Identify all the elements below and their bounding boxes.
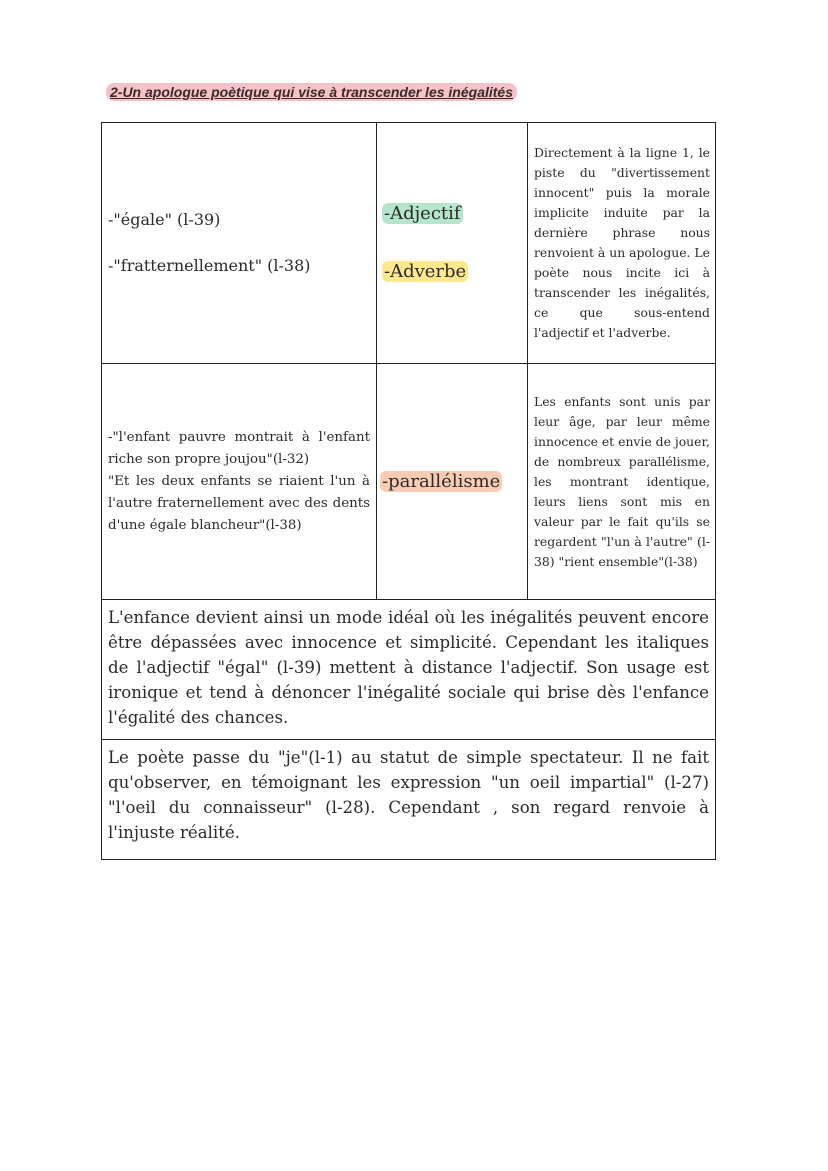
- table-row: [102, 740, 715, 859]
- device-label: -Adjectif: [384, 203, 461, 224]
- quote-text: -"l'enfant pauvre montrait à l'enfant riche son propre joujou"(l-32): [108, 429, 370, 467]
- quote-text: -"fratternellement" (l-38): [108, 256, 311, 275]
- device-label: -parallélisme: [382, 470, 501, 492]
- quote-cell: [102, 364, 377, 599]
- table-row: [102, 600, 715, 740]
- device-cell: [377, 364, 528, 599]
- quote-text: -"égale" (l-39): [108, 210, 221, 229]
- analysis-text: Les enfants sont unis par leur âge, par leur même innocence et envie de jouer, de nombreux parallélisme, les montrant identique, leurs liens sont mis en valeur par le fait qu'ils se regardent "l'un à l'autre" (l-38) "rient ensemble"(l-38): [534, 393, 710, 569]
- table-row: [102, 364, 715, 600]
- table-row: [102, 123, 715, 364]
- quote-cell: [102, 123, 377, 363]
- device-label: -Adverbe: [384, 261, 467, 282]
- section-heading: 2-Un apologue poètique qui vise à transcender les inégalités: [106, 84, 517, 100]
- quote-text: "Et les deux enfants se riaient l'un à l'autre fraternellement avec des dents d'une égale blancheur"(l-38): [108, 473, 370, 533]
- analysis-cell: [528, 123, 715, 363]
- conclusion-paragraph: Le poète passe du "je"(l-1) au statut de simple spectateur. Il ne fait qu'observer, en témoignant les expression "un oeil impartial" (l-27) "l'oeil du connaisseur" (l-28). Cependant , son regard renvoie à l'injuste réalité.: [108, 748, 709, 842]
- analysis-table: [101, 122, 716, 860]
- analysis-cell: [528, 364, 715, 599]
- conclusion-paragraph: L'enfance devient ainsi un mode idéal où les inégalités peuvent encore être dépassées avec innocence et simplicité. Cependant les italiques de l'adjectif "égal" (l-39) mettent à distance l'adjectif. Son usage est ironique et tend à dénoncer l'inégalité sociale qui brise dès l'enfance l'égalité des chances.: [108, 608, 709, 727]
- device-cell: [377, 123, 528, 363]
- analysis-text: Directement à la ligne 1, le piste du "divertissement innocent" puis la morale implicite induite par la dernière phrase nous renvoient à un apologue. Le poète nous incite ici à transcender les inégalités, ce que sous-entend l'adjectif et l'adverbe.: [534, 145, 710, 340]
